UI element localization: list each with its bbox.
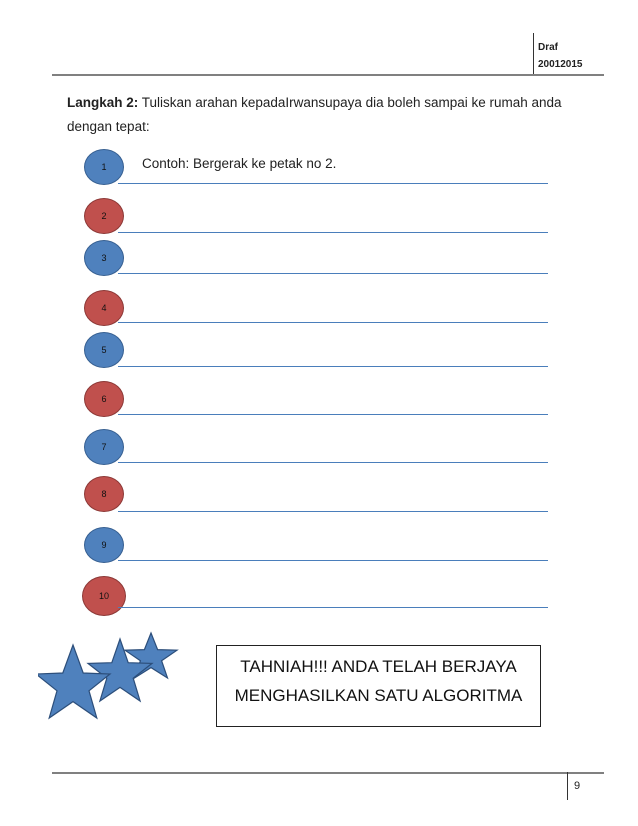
header-date: 20012015 [538,59,583,70]
step-number-badge: 5 [84,332,124,368]
header-draft-label: Draf [538,42,559,53]
header-rule [52,74,604,76]
footer-rule [52,772,604,774]
step-answer-line[interactable] [118,511,548,512]
stars-decoration [38,626,184,720]
step-number-badge: 4 [84,290,124,326]
step-answer-line[interactable] [118,366,548,367]
instruction-text: Tuliskan arahan kepadaIrwansupaya dia boleh sampai ke rumah anda dengan tepat: [67,95,562,134]
instruction-label: Langkah 2: [67,95,139,110]
step-answer-line[interactable] [118,183,548,184]
instruction-paragraph [67,91,587,139]
footer-box [567,772,604,800]
step-answer-line[interactable] [118,232,548,233]
step-answer-line[interactable] [118,607,548,608]
step-number-badge: 7 [84,429,124,465]
step-answer-line[interactable] [118,322,548,323]
step-answer-line[interactable] [118,560,548,561]
step-answer-line[interactable] [118,414,548,415]
congratulations-banner [216,645,541,727]
step-number-badge: 9 [84,527,124,563]
star-icon [88,639,152,701]
step-number-badge: 3 [84,240,124,276]
star-icon [38,645,110,718]
step-number-badge: 2 [84,198,124,234]
step-answer-line[interactable] [118,273,548,274]
step-number-badge: 10 [82,576,126,616]
banner-line-1: TAHNIAH!!! ANDA TELAH BERJAYA [240,657,517,676]
step-example-text: Contoh: Bergerak ke petak no 2. [142,156,337,171]
banner-line-2: MENGHASILKAN SATU ALGORITMA [234,686,523,705]
page-number: 9 [574,780,581,792]
step-number-badge: 8 [84,476,124,512]
step-number-badge: 1 [84,149,124,185]
step-answer-line[interactable] [118,462,548,463]
step-number-badge: 6 [84,381,124,417]
